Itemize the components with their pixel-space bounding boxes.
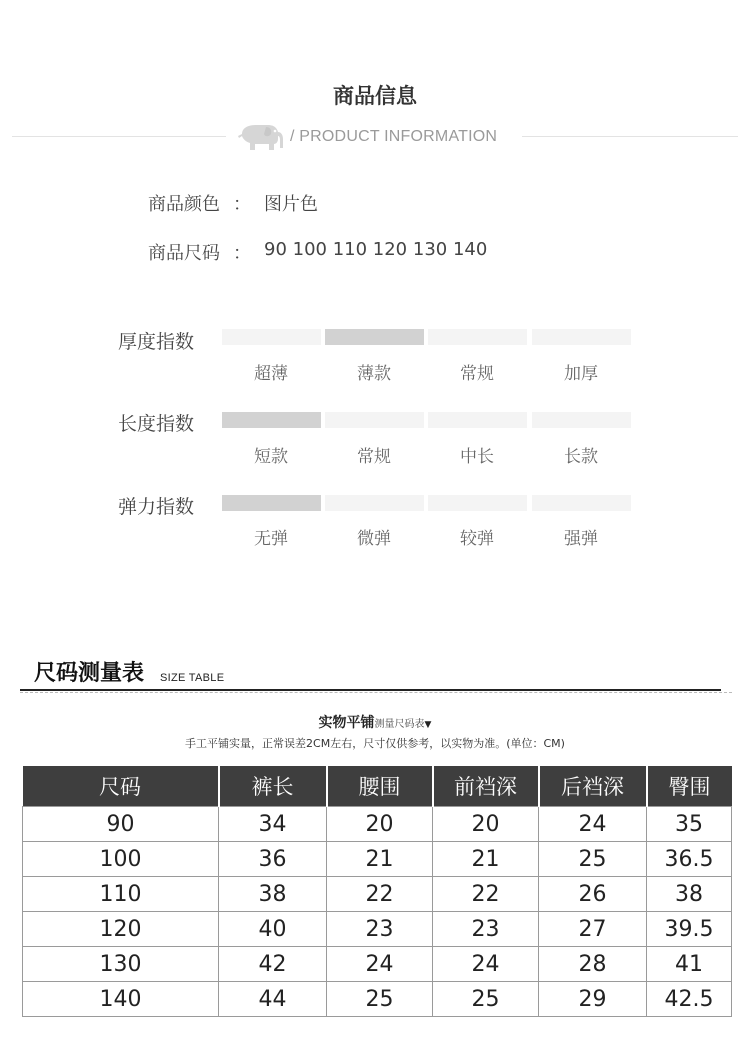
measure-note-detail: 手工平铺实量，正常误差2CM左右，尺寸仅供参考，以实物为准。(单位：CM) [185, 737, 565, 750]
length-bar-4 [532, 412, 631, 428]
table-cell: 24 [327, 947, 433, 982]
length-bar-2 [325, 412, 424, 428]
size-table [22, 766, 732, 1017]
elasticity-option-2: 微弹 [357, 529, 391, 549]
thickness-bar-4 [532, 329, 631, 345]
size-colon: ： [233, 243, 251, 264]
thickness-bar-2 [325, 329, 424, 345]
table-cell: 34 [219, 807, 327, 842]
color-label: 商品颜色 [148, 194, 220, 215]
measure-note [0, 712, 750, 732]
table-cell: 40 [219, 912, 327, 947]
table-cell: 44 [219, 982, 327, 1017]
table-cell: 24 [539, 807, 647, 842]
divider-right [522, 136, 738, 137]
size-table-header-row [23, 766, 732, 807]
length-index-label: 长度指数 [118, 413, 195, 435]
table-row [23, 947, 732, 982]
table-cell: 38 [219, 877, 327, 912]
size-value: 90 100 110 120 130 140 [264, 239, 488, 260]
elasticity-bar-4 [532, 495, 631, 511]
color-row [148, 190, 448, 214]
table-cell: 42.5 [647, 982, 732, 1017]
size-label: 商品尺码 [148, 243, 220, 264]
header-hip: 臀围 [647, 766, 732, 807]
table-cell: 25 [539, 842, 647, 877]
elasticity-option-4: 强弹 [564, 529, 598, 549]
heading-dashed-rule [20, 692, 732, 693]
table-cell: 42 [219, 947, 327, 982]
thickness-option-3: 常规 [460, 364, 494, 384]
table-cell: 21 [433, 842, 539, 877]
thickness-bar-1 [222, 329, 321, 345]
table-cell: 39.5 [647, 912, 732, 947]
thickness-option-1: 超薄 [254, 364, 288, 384]
table-cell: 20 [327, 807, 433, 842]
triangle-down-icon: ▼ [424, 720, 432, 730]
table-row [23, 912, 732, 947]
thickness-option-2: 薄款 [357, 364, 391, 384]
header-pant-length: 裤长 [219, 766, 327, 807]
table-cell: 26 [539, 877, 647, 912]
elasticity-bar-2 [325, 495, 424, 511]
size-table-title: 尺码测量表 [34, 661, 145, 686]
table-cell: 22 [327, 877, 433, 912]
table-cell: 36.5 [647, 842, 732, 877]
table-cell: 38 [647, 877, 732, 912]
table-row [23, 842, 732, 877]
length-option-4: 长款 [564, 447, 598, 467]
table-cell: 24 [433, 947, 539, 982]
heading-rule [20, 689, 721, 691]
table-cell: 120 [23, 912, 219, 947]
thickness-bar-3 [428, 329, 527, 345]
length-option-1: 短款 [254, 447, 288, 467]
table-cell: 22 [433, 877, 539, 912]
header-front-rise: 前裆深 [433, 766, 539, 807]
table-cell: 21 [327, 842, 433, 877]
table-row [23, 982, 732, 1017]
measure-note-main: 实物平铺 [318, 715, 375, 731]
table-cell: 20 [433, 807, 539, 842]
table-cell: 28 [539, 947, 647, 982]
thickness-index-label: 厚度指数 [118, 331, 195, 353]
elasticity-bar-1 [222, 495, 321, 511]
size-row [148, 239, 548, 263]
elasticity-bar-3 [428, 495, 527, 511]
table-cell: 35 [647, 807, 732, 842]
table-cell: 90 [23, 807, 219, 842]
table-cell: 23 [327, 912, 433, 947]
thickness-option-4: 加厚 [564, 364, 598, 384]
table-row [23, 877, 732, 912]
table-cell: 140 [23, 982, 219, 1017]
table-cell: 41 [647, 947, 732, 982]
table-cell: 29 [539, 982, 647, 1017]
header-waist: 腰围 [327, 766, 433, 807]
divider-left [12, 136, 226, 137]
length-bar-3 [428, 412, 527, 428]
header-size: 尺码 [23, 766, 219, 807]
length-option-3: 中长 [460, 447, 494, 467]
elephant-icon [236, 122, 286, 154]
elasticity-index-label: 弹力指数 [118, 496, 195, 518]
elasticity-option-3: 较弹 [460, 529, 494, 549]
table-row [23, 807, 732, 842]
elasticity-option-1: 无弹 [254, 529, 288, 549]
table-cell: 110 [23, 877, 219, 912]
header-back-rise: 后裆深 [539, 766, 647, 807]
measure-note-small: 测量尺码表 [374, 719, 425, 730]
table-cell: 36 [219, 842, 327, 877]
table-cell: 27 [539, 912, 647, 947]
length-option-2: 常规 [357, 447, 391, 467]
section-subtitle: / PRODUCT INFORMATION [290, 128, 498, 145]
color-colon: ： [233, 194, 251, 215]
table-cell: 25 [433, 982, 539, 1017]
color-value: 图片色 [264, 194, 318, 215]
table-cell: 130 [23, 947, 219, 982]
table-cell: 100 [23, 842, 219, 877]
table-cell: 25 [327, 982, 433, 1017]
section-title: 商品信息 [333, 84, 417, 108]
table-cell: 23 [433, 912, 539, 947]
length-bar-1 [222, 412, 321, 428]
size-table-subtitle: SIZE TABLE [160, 672, 225, 684]
